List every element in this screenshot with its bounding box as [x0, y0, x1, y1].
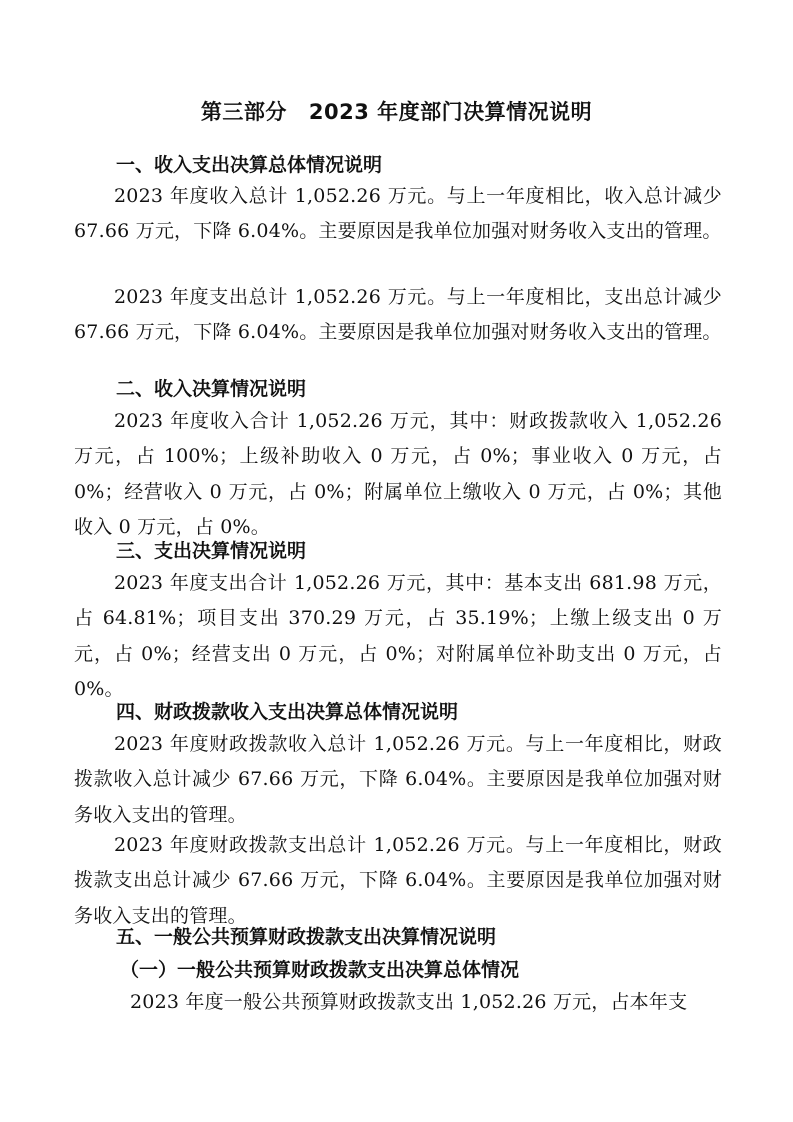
- subsection-5-1-paragraph-1: 2023 年度一般公共预算财政拨款支出 1,052.26 万元，占本年支: [130, 991, 688, 1013]
- section-heading-1: 一、收入支出决算总体情况说明: [116, 154, 383, 176]
- page-title: [0, 96, 793, 128]
- title-main-text: 2023 年度部门决算情况说明: [308, 100, 593, 124]
- section-4-paragraph-2: 2023 年度财政拨款支出总计 1,052.26 万元。与上一年度相比，财政拨款支出总计减少 67.66 万元，下降 6.04%。主要原因是我单位加强对财务收入支出的管理。: [74, 834, 722, 927]
- subsection-heading-5-1: （一）一般公共预算财政拨款支出决算总体情况: [120, 959, 520, 981]
- section-heading-3: 三、支出决算情况说明: [116, 540, 307, 562]
- section-heading-5: 五、一般公共预算财政拨款支出决算情况说明: [116, 926, 497, 948]
- section-3-paragraph-1: 2023 年度支出合计 1,052.26 万元，其中：基本支出 681.98 万元，占 64.81%；项目支出 370.29 万元，占 35.19%；上缴上级支出 0 万元，占 0%；经营支出 0 万元，占 0%；对附属单位补助支出 0 万元，占 0%。: [74, 572, 722, 701]
- section-1-paragraph-1: 2023 年度收入总计 1,052.26 万元。与上一年度相比，收入总计减少 67.66 万元，下降 6.04%。主要原因是我单位加强对财务收入支出的管理。: [74, 185, 722, 243]
- section-4-paragraph-1: 2023 年度财政拨款收入总计 1,052.26 万元。与上一年度相比，财政拨款收入总计减少 67.66 万元，下降 6.04%。主要原因是我单位加强对财务收入支出的管理。: [74, 733, 722, 826]
- section-heading-4: 四、财政拨款收入支出决算总体情况说明: [116, 701, 459, 723]
- title-part-label: 第三部分: [200, 100, 287, 124]
- section-2-paragraph-1: 2023 年度收入合计 1,052.26 万元，其中：财政拨款收入 1,052.26 万元，占 100%；上级补助收入 0 万元，占 0%；事业收入 0 万元，占 0%；经营收入 0 万元，占 0%；附属单位上缴收入 0 万元，占 0%；其他收入 0 万元，占 0%。: [74, 410, 722, 539]
- section-1-paragraph-2: 2023 年度支出总计 1,052.26 万元。与上一年度相比，支出总计减少 67.66 万元，下降 6.04%。主要原因是我单位加强对财务收入支出的管理。: [74, 286, 722, 344]
- section-heading-2: 二、收入决算情况说明: [116, 378, 307, 400]
